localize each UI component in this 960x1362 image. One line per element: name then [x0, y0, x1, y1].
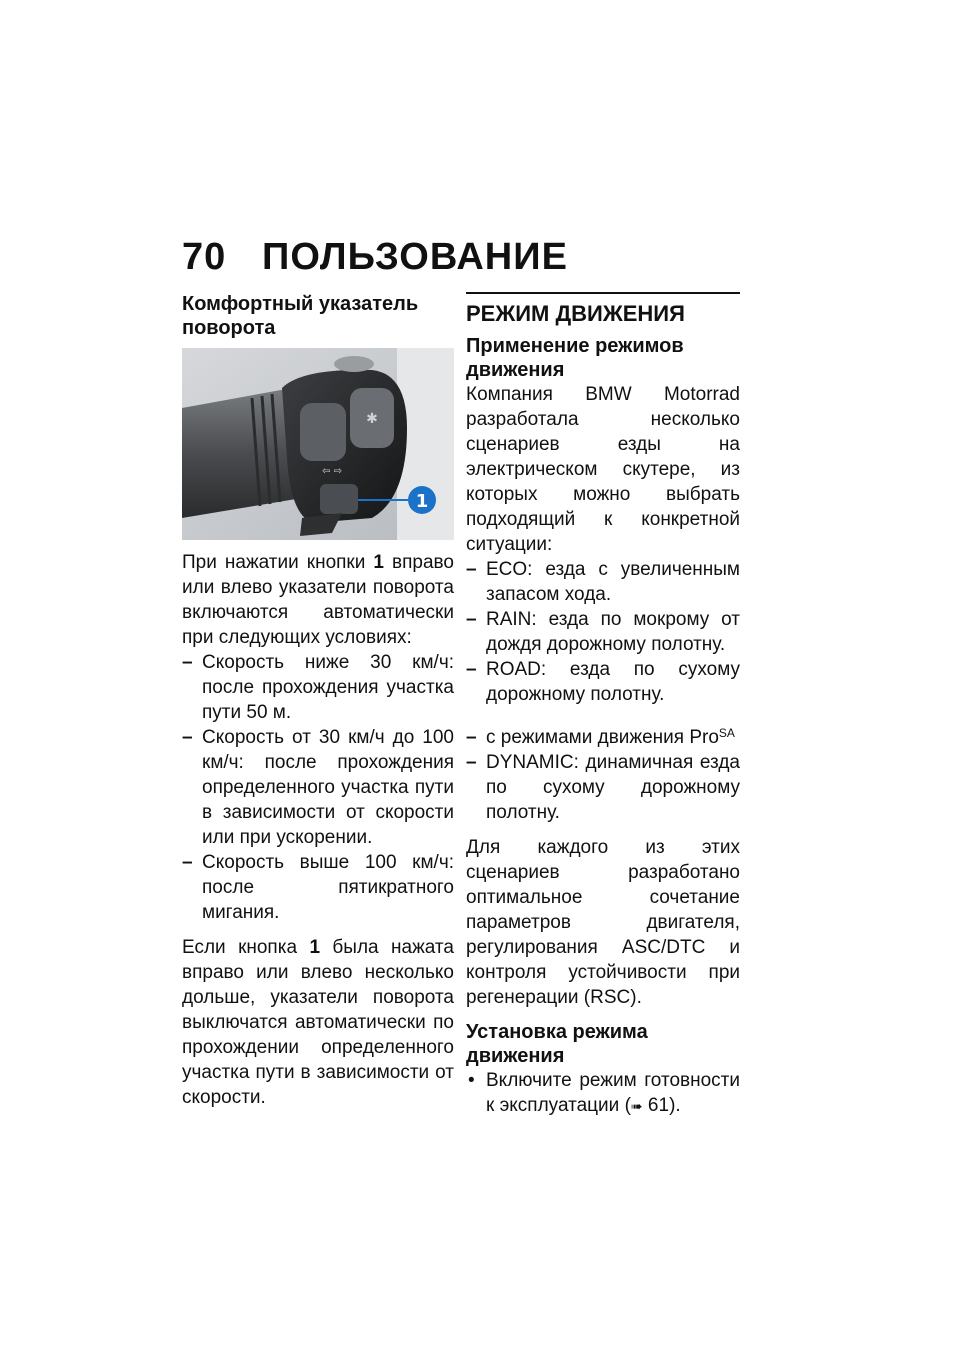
list-item: • Включите режим готовности к эксплуатации (➠ 61).: [466, 1068, 740, 1119]
list-item: – Скорость выше 100 км/ч: после пятикратного мигания.: [182, 850, 454, 925]
apply-modes-heading: Применение режимов движения: [466, 335, 684, 381]
handlebar-switch-illustration: [182, 348, 454, 540]
page-number: 70: [182, 236, 227, 278]
list-item: – RAIN: езда по мокрому от дождя дорожному полотну.: [466, 607, 740, 657]
parameters-paragraph: Для каждого из этих сценариев разработано оптимальное сочетание параметров двигателя, регулирования ASC/DTC и контроля устойчивости при регенерации (RSC).: [466, 837, 740, 1008]
intro-paragraph: При нажатии кнопки 1 вправо или влево указатели поворота включаются автоматически при следующих условиях:: [182, 552, 454, 648]
right-column: [466, 292, 740, 1119]
list-item: – Скорость ниже 30 км/ч: после прохождения участка пути 50 м.: [182, 650, 454, 725]
svg-text:⇦ ⇨: ⇦ ⇨: [322, 466, 342, 477]
set-mode-steps: [466, 1068, 740, 1119]
left-column: [182, 292, 454, 1110]
page-title: ПОЛЬЗОВАНИЕ: [262, 236, 568, 278]
comfort-indicator-heading: Комфортный указатель поворота: [182, 293, 419, 339]
handlebar-switch-photo: [182, 348, 454, 540]
list-item: – с режимами движения Pro$^{SA}$: [466, 725, 740, 750]
list-item: – ECO: езда с увеличенным запасом хода.: [466, 557, 740, 607]
modes-intro-paragraph: Компания BMW Motorrad разработала несколько сценариев езды на электрическом скутере, из которых можно выбрать подходящий к конкретной ситуации:: [466, 384, 740, 555]
riding-mode-section-title: РЕЖИМ ДВИЖЕНИЯ: [466, 292, 740, 328]
svg-text:✱: ✱: [366, 411, 378, 427]
callout-number-1: 1: [415, 491, 429, 512]
list-item: – Скорость от 30 км/ч до 100 км/ч: после прохождения определенного участка пути в зависимости от скорости или при ускорении.: [182, 725, 454, 850]
page-header: [182, 236, 742, 286]
set-mode-heading: Установка режима движения: [466, 1021, 648, 1067]
list-item: – ROAD: езда по сухому дорожному полотну.: [466, 657, 740, 707]
list-item: – DYNAMIC: динамичная езда по сухому дорожному полотну.: [466, 750, 740, 825]
page-ref-arrow-icon: ➠: [630, 1098, 643, 1114]
pro-modes-list: [466, 725, 740, 825]
modes-list: [466, 557, 740, 707]
long-press-paragraph: Если кнопка 1 была нажата вправо или влево несколько дольше, указатели поворота выключатся автоматически по прохождении определенного участка пути в зависимости от скорости.: [182, 937, 454, 1108]
speed-conditions-list: [182, 650, 454, 925]
